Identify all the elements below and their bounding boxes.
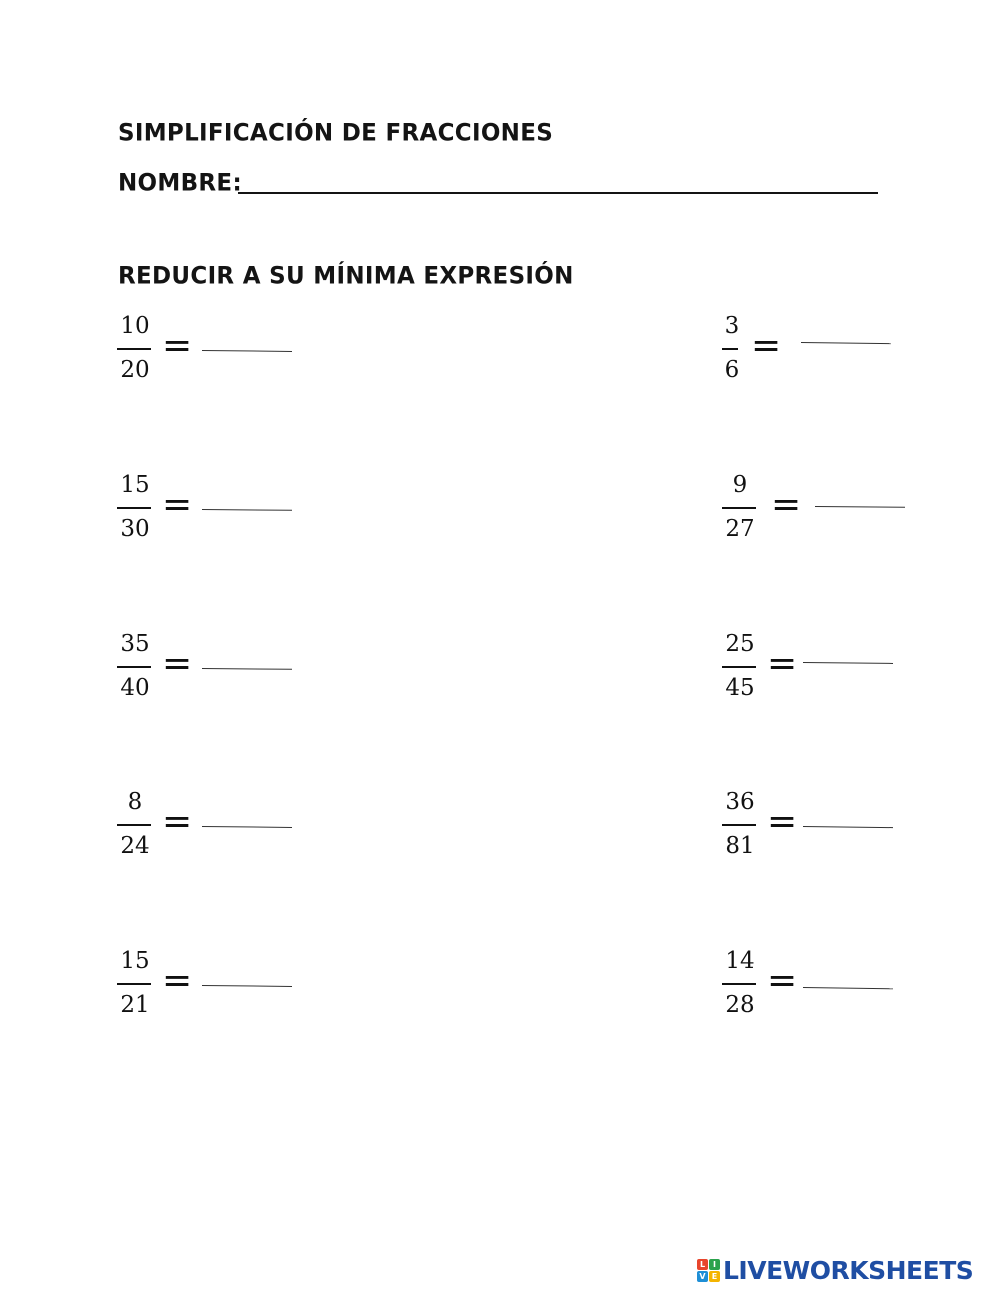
exercise-right-1 bbox=[721, 312, 921, 388]
fraction-bar bbox=[722, 824, 756, 826]
fraction bbox=[116, 312, 154, 388]
answer-line[interactable] bbox=[202, 350, 292, 352]
denominator: 21 bbox=[120, 992, 150, 1018]
worksheet-title: SIMPLIFICACIÓN DE FRACCIONES bbox=[118, 119, 554, 147]
numerator: 8 bbox=[127, 789, 143, 815]
numerator: 15 bbox=[120, 472, 150, 498]
answer-line[interactable] bbox=[202, 509, 292, 511]
exercise-right-3 bbox=[721, 630, 921, 706]
equals-sign: = bbox=[767, 960, 798, 1001]
exercise-left-4 bbox=[116, 788, 316, 864]
name-field-line[interactable] bbox=[238, 192, 878, 194]
exercise-left-3 bbox=[116, 630, 316, 706]
numerator: 36 bbox=[725, 789, 755, 815]
numerator: 3 bbox=[724, 313, 740, 339]
numerator: 15 bbox=[120, 948, 150, 974]
fraction bbox=[721, 630, 759, 706]
exercise-left-2 bbox=[116, 471, 316, 547]
logo-block: E bbox=[709, 1271, 720, 1282]
denominator: 45 bbox=[725, 675, 755, 701]
fraction bbox=[116, 947, 154, 1023]
denominator: 30 bbox=[120, 516, 150, 542]
fraction-bar bbox=[117, 824, 151, 826]
denominator: 40 bbox=[120, 675, 150, 701]
exercise-left-1 bbox=[116, 312, 316, 388]
answer-line[interactable] bbox=[803, 987, 893, 989]
logo-block: V bbox=[697, 1271, 708, 1282]
fraction-bar bbox=[117, 507, 151, 509]
logo-text: LIVEWORKSHEETS bbox=[723, 1255, 974, 1285]
answer-line[interactable] bbox=[803, 662, 893, 664]
denominator: 6 bbox=[724, 357, 740, 383]
fraction-bar bbox=[722, 666, 756, 668]
exercise-right-5 bbox=[721, 947, 921, 1023]
numerator: 35 bbox=[120, 631, 150, 657]
exercise-right-2 bbox=[721, 471, 921, 547]
answer-line[interactable] bbox=[803, 826, 893, 828]
equals-sign: = bbox=[771, 484, 802, 525]
answer-line[interactable] bbox=[801, 342, 891, 344]
numerator: 9 bbox=[732, 472, 748, 498]
instruction-text: REDUCIR A SU MÍNIMA EXPRESIÓN bbox=[118, 262, 574, 290]
equals-sign: = bbox=[162, 484, 193, 525]
fraction-bar bbox=[722, 507, 756, 509]
numerator: 10 bbox=[120, 313, 150, 339]
denominator: 24 bbox=[120, 833, 150, 859]
fraction-bar bbox=[722, 983, 756, 985]
denominator: 20 bbox=[120, 357, 150, 383]
name-label: NOMBRE: bbox=[118, 169, 242, 197]
fraction bbox=[721, 947, 759, 1023]
logo-block: L bbox=[697, 1259, 708, 1270]
answer-line[interactable] bbox=[202, 826, 292, 828]
denominator: 28 bbox=[725, 992, 755, 1018]
numerator: 14 bbox=[725, 948, 755, 974]
equals-sign: = bbox=[162, 960, 193, 1001]
logo-block: I bbox=[709, 1259, 720, 1270]
answer-line[interactable] bbox=[815, 506, 905, 508]
equals-sign: = bbox=[162, 643, 193, 684]
equals-sign: = bbox=[162, 801, 193, 842]
fraction bbox=[116, 788, 154, 864]
equals-sign: = bbox=[767, 643, 798, 684]
fraction bbox=[116, 630, 154, 706]
denominator: 27 bbox=[725, 516, 755, 542]
equals-sign: = bbox=[751, 325, 782, 366]
exercise-right-4 bbox=[721, 788, 921, 864]
equals-sign: = bbox=[767, 801, 798, 842]
fraction-bar bbox=[117, 983, 151, 985]
answer-line[interactable] bbox=[202, 668, 292, 670]
exercise-left-5 bbox=[116, 947, 316, 1023]
fraction-bar bbox=[722, 348, 738, 350]
answer-line[interactable] bbox=[202, 985, 292, 987]
liveworksheets-logo[interactable] bbox=[697, 1254, 973, 1286]
numerator: 25 bbox=[725, 631, 755, 657]
fraction-bar bbox=[117, 666, 151, 668]
logo-blocks-icon bbox=[697, 1259, 720, 1282]
fraction-bar bbox=[117, 348, 151, 350]
denominator: 81 bbox=[725, 833, 755, 859]
equals-sign: = bbox=[162, 325, 193, 366]
fraction bbox=[116, 471, 154, 547]
fraction bbox=[721, 788, 759, 864]
fraction bbox=[721, 471, 759, 547]
